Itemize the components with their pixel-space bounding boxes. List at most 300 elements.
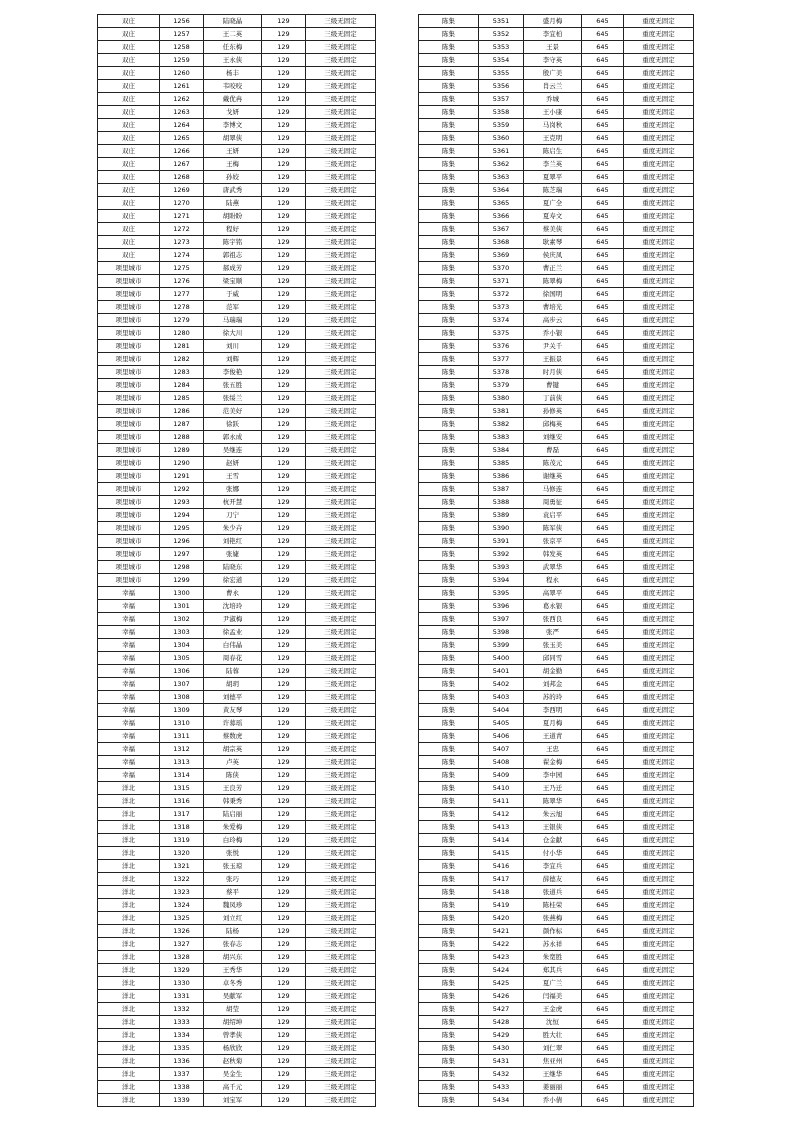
amount-cell: 645	[582, 184, 624, 197]
id-cell: 1287	[160, 418, 204, 431]
amount-cell: 129	[262, 392, 306, 405]
category-cell: 重度无固定	[624, 691, 694, 704]
amount-cell: 129	[262, 743, 306, 756]
region-cell: 陈集	[419, 535, 479, 548]
table-row	[419, 964, 694, 977]
name-cell: 时月侠	[524, 366, 582, 379]
amount-cell: 645	[582, 977, 624, 990]
name-cell: 翟金梅	[524, 756, 582, 769]
category-cell: 三级无固定	[306, 925, 376, 938]
table-row	[419, 457, 694, 470]
category-cell: 重度无固定	[624, 704, 694, 717]
category-cell: 三级无固定	[306, 184, 376, 197]
region-cell: 陈集	[419, 444, 479, 457]
table-row	[98, 80, 376, 93]
id-cell: 1315	[160, 782, 204, 795]
table-row	[98, 392, 376, 405]
id-cell: 1289	[160, 444, 204, 457]
id-cell: 1321	[160, 860, 204, 873]
table-row	[419, 808, 694, 821]
category-cell: 三级无固定	[306, 574, 376, 587]
name-cell: 孙修英	[524, 405, 582, 418]
region-cell: 陈集	[419, 899, 479, 912]
category-cell: 重度无固定	[624, 405, 694, 418]
name-cell: 焦亚州	[524, 1055, 582, 1068]
region-cell: 陈集	[419, 314, 479, 327]
amount-cell: 129	[262, 496, 306, 509]
region-cell: 幸福	[98, 704, 160, 717]
category-cell: 重度无固定	[624, 41, 694, 54]
amount-cell: 645	[582, 1042, 624, 1055]
region-cell: 陈集	[419, 1003, 479, 1016]
region-cell: 项里城市	[98, 509, 160, 522]
category-cell: 重度无固定	[624, 184, 694, 197]
amount-cell: 645	[582, 743, 624, 756]
name-cell: 夏广兰	[524, 977, 582, 990]
region-cell: 项里城市	[98, 340, 160, 353]
amount-cell: 129	[262, 444, 306, 457]
region-cell: 陈集	[419, 54, 479, 67]
region-cell: 项里城市	[98, 288, 160, 301]
name-cell: 邱同雪	[524, 652, 582, 665]
category-cell: 重度无固定	[624, 327, 694, 340]
category-cell: 三级无固定	[306, 28, 376, 41]
amount-cell: 129	[262, 1055, 306, 1068]
table-row	[98, 1016, 376, 1029]
amount-cell: 645	[582, 951, 624, 964]
name-cell: 吴金生	[204, 1068, 262, 1081]
table-row	[98, 951, 376, 964]
id-cell: 1280	[160, 327, 204, 340]
table-row	[419, 392, 694, 405]
id-cell: 5365	[479, 197, 524, 210]
region-cell: 陈集	[419, 275, 479, 288]
name-cell: 高千元	[204, 1081, 262, 1094]
amount-cell: 129	[262, 834, 306, 847]
amount-cell: 129	[262, 756, 306, 769]
amount-cell: 645	[582, 886, 624, 899]
amount-cell: 645	[582, 1094, 624, 1107]
table-row	[419, 873, 694, 886]
id-cell: 5413	[479, 821, 524, 834]
name-cell: 陈翠华	[524, 795, 582, 808]
name-cell: 王忠	[524, 743, 582, 756]
region-cell: 陈集	[419, 600, 479, 613]
id-cell: 1327	[160, 938, 204, 951]
region-cell: 项里城市	[98, 379, 160, 392]
region-cell: 陈集	[419, 236, 479, 249]
id-cell: 1309	[160, 704, 204, 717]
amount-cell: 645	[582, 691, 624, 704]
id-cell: 1269	[160, 184, 204, 197]
category-cell: 重度无固定	[624, 158, 694, 171]
table-row	[419, 262, 694, 275]
table-row	[419, 782, 694, 795]
amount-cell: 645	[582, 964, 624, 977]
category-cell: 重度无固定	[624, 535, 694, 548]
region-cell: 陈集	[419, 587, 479, 600]
name-cell: 谢继英	[524, 470, 582, 483]
amount-cell: 645	[582, 54, 624, 67]
table-row	[98, 730, 376, 743]
amount-cell: 129	[262, 366, 306, 379]
region-cell: 陈集	[419, 730, 479, 743]
amount-cell: 129	[262, 535, 306, 548]
amount-cell: 645	[582, 483, 624, 496]
category-cell: 重度无固定	[624, 652, 694, 665]
id-cell: 1257	[160, 28, 204, 41]
amount-cell: 129	[262, 691, 306, 704]
name-cell: 高步云	[524, 314, 582, 327]
name-cell: 赵妍	[204, 457, 262, 470]
name-cell: 韩发英	[524, 548, 582, 561]
amount-cell: 645	[582, 340, 624, 353]
id-cell: 5432	[479, 1068, 524, 1081]
category-cell: 重度无固定	[624, 938, 694, 951]
name-cell: 苏的玲	[524, 691, 582, 704]
region-cell: 陈集	[419, 496, 479, 509]
category-cell: 重度无固定	[624, 80, 694, 93]
name-cell: 李西明	[524, 704, 582, 717]
region-cell: 陈集	[419, 795, 479, 808]
id-cell: 1293	[160, 496, 204, 509]
region-cell: 陈集	[419, 847, 479, 860]
id-cell: 1324	[160, 899, 204, 912]
name-cell: 徐孟业	[204, 626, 262, 639]
table-row	[419, 522, 694, 535]
amount-cell: 645	[582, 912, 624, 925]
table-row	[419, 938, 694, 951]
category-cell: 重度无固定	[624, 483, 694, 496]
name-cell: 程永	[524, 574, 582, 587]
table-row	[419, 132, 694, 145]
category-cell: 重度无固定	[624, 613, 694, 626]
table-row	[98, 782, 376, 795]
name-cell: 张燕梅	[524, 912, 582, 925]
name-cell: 张京平	[524, 535, 582, 548]
table-row	[98, 769, 376, 782]
region-cell: 项里城市	[98, 405, 160, 418]
table-row	[419, 1029, 694, 1042]
name-cell: 王雪	[204, 470, 262, 483]
region-cell: 陈集	[419, 119, 479, 132]
category-cell: 重度无固定	[624, 236, 694, 249]
amount-cell: 645	[582, 821, 624, 834]
table-row	[419, 977, 694, 990]
table-row	[419, 379, 694, 392]
name-cell: 蔡数虎	[204, 730, 262, 743]
region-cell: 幸福	[98, 665, 160, 678]
name-cell: 刘仁翠	[524, 1042, 582, 1055]
id-cell: 5403	[479, 691, 524, 704]
table-row	[419, 67, 694, 80]
category-cell: 三级无固定	[306, 743, 376, 756]
category-cell: 三级无固定	[306, 613, 376, 626]
amount-cell: 645	[582, 262, 624, 275]
id-cell: 1274	[160, 249, 204, 262]
name-cell: 王妍	[204, 145, 262, 158]
region-cell: 陈集	[419, 561, 479, 574]
amount-cell: 129	[262, 431, 306, 444]
table-row	[98, 1042, 376, 1055]
id-cell: 1286	[160, 405, 204, 418]
category-cell: 重度无固定	[624, 1068, 694, 1081]
category-cell: 重度无固定	[624, 457, 694, 470]
region-cell: 幸福	[98, 613, 160, 626]
id-cell: 1317	[160, 808, 204, 821]
id-cell: 1299	[160, 574, 204, 587]
region-cell: 陈集	[419, 392, 479, 405]
table-row	[419, 847, 694, 860]
name-cell: 姜丽丽	[524, 1081, 582, 1094]
id-cell: 1311	[160, 730, 204, 743]
id-cell: 5355	[479, 67, 524, 80]
amount-cell: 645	[582, 1016, 624, 1029]
id-cell: 1302	[160, 613, 204, 626]
category-cell: 三级无固定	[306, 314, 376, 327]
name-cell: 胡翠侠	[204, 132, 262, 145]
id-cell: 5396	[479, 600, 524, 613]
region-cell: 陈集	[419, 574, 479, 587]
category-cell: 三级无固定	[306, 1003, 376, 1016]
id-cell: 5391	[479, 535, 524, 548]
table-row	[419, 691, 694, 704]
region-cell: 双庄	[98, 158, 160, 171]
name-cell: 范军	[204, 301, 262, 314]
table-row	[419, 795, 694, 808]
id-cell: 1313	[160, 756, 204, 769]
name-cell: 朱爱梅	[204, 821, 262, 834]
name-cell: 张悦	[204, 847, 262, 860]
category-cell: 三级无固定	[306, 626, 376, 639]
table-row	[98, 483, 376, 496]
amount-cell: 645	[582, 223, 624, 236]
left-table	[97, 14, 376, 1107]
region-cell: 陈集	[419, 223, 479, 236]
category-cell: 三级无固定	[306, 444, 376, 457]
id-cell: 5417	[479, 873, 524, 886]
name-cell: 丁前侠	[524, 392, 582, 405]
region-cell: 洋北	[98, 1081, 160, 1094]
id-cell: 5399	[479, 639, 524, 652]
name-cell: 吴献军	[204, 990, 262, 1003]
id-cell: 1329	[160, 964, 204, 977]
region-cell: 洋北	[98, 938, 160, 951]
name-cell: 袁启平	[524, 509, 582, 522]
region-cell: 双庄	[98, 132, 160, 145]
id-cell: 1285	[160, 392, 204, 405]
id-cell: 5363	[479, 171, 524, 184]
name-cell: 刘立红	[204, 912, 262, 925]
id-cell: 5409	[479, 769, 524, 782]
table-row	[419, 353, 694, 366]
name-cell: 闫福美	[524, 990, 582, 1003]
region-cell: 陈集	[419, 1042, 479, 1055]
table-row	[419, 210, 694, 223]
id-cell: 1300	[160, 587, 204, 600]
name-cell: 肖云兰	[524, 80, 582, 93]
id-cell: 5351	[479, 15, 524, 28]
amount-cell: 645	[582, 613, 624, 626]
table-row	[98, 912, 376, 925]
id-cell: 1262	[160, 93, 204, 106]
category-cell: 三级无固定	[306, 145, 376, 158]
region-cell: 幸福	[98, 730, 160, 743]
region-cell: 陈集	[419, 171, 479, 184]
id-cell: 5405	[479, 717, 524, 730]
category-cell: 三级无固定	[306, 223, 376, 236]
id-cell: 1335	[160, 1042, 204, 1055]
table-row	[419, 41, 694, 54]
name-cell: 胡莹	[204, 1003, 262, 1016]
amount-cell: 645	[582, 470, 624, 483]
category-cell: 重度无固定	[624, 1081, 694, 1094]
name-cell: 曹键	[524, 379, 582, 392]
table-row	[419, 912, 694, 925]
name-cell: 王乃迁	[524, 782, 582, 795]
region-cell: 陈集	[419, 821, 479, 834]
name-cell: 白伟晶	[204, 639, 262, 652]
amount-cell: 645	[582, 405, 624, 418]
category-cell: 三级无固定	[306, 54, 376, 67]
id-cell: 5427	[479, 1003, 524, 1016]
id-cell: 5407	[479, 743, 524, 756]
name-cell: 王梅	[204, 158, 262, 171]
name-cell: 李宜柏	[524, 28, 582, 41]
id-cell: 5395	[479, 587, 524, 600]
category-cell: 三级无固定	[306, 535, 376, 548]
region-cell: 陈集	[419, 769, 479, 782]
category-cell: 三级无固定	[306, 275, 376, 288]
table-row	[98, 639, 376, 652]
amount-cell: 129	[262, 678, 306, 691]
amount-cell: 129	[262, 15, 306, 28]
id-cell: 5408	[479, 756, 524, 769]
category-cell: 三级无固定	[306, 652, 376, 665]
name-cell: 于威	[204, 288, 262, 301]
category-cell: 三级无固定	[306, 457, 376, 470]
region-cell: 陈集	[419, 184, 479, 197]
id-cell: 5434	[479, 1094, 524, 1107]
id-cell: 5376	[479, 340, 524, 353]
table-row	[98, 67, 376, 80]
region-cell: 幸福	[98, 678, 160, 691]
region-cell: 陈集	[419, 678, 479, 691]
id-cell: 1256	[160, 15, 204, 28]
table-row	[419, 951, 694, 964]
id-cell: 1279	[160, 314, 204, 327]
table-row	[419, 223, 694, 236]
id-cell: 1276	[160, 275, 204, 288]
region-cell: 陈集	[419, 691, 479, 704]
region-cell: 幸福	[98, 639, 160, 652]
id-cell: 5389	[479, 509, 524, 522]
region-cell: 双庄	[98, 119, 160, 132]
name-cell: 王道青	[524, 730, 582, 743]
region-cell: 陈集	[419, 704, 479, 717]
name-cell: 刘辉	[204, 353, 262, 366]
region-cell: 陈集	[419, 353, 479, 366]
table-row	[98, 665, 376, 678]
category-cell: 三级无固定	[306, 405, 376, 418]
category-cell: 重度无固定	[624, 860, 694, 873]
amount-cell: 129	[262, 652, 306, 665]
category-cell: 三级无固定	[306, 821, 376, 834]
region-cell: 洋北	[98, 1042, 160, 1055]
region-cell: 陈集	[419, 132, 479, 145]
id-cell: 5384	[479, 444, 524, 457]
table-row	[98, 990, 376, 1003]
region-cell: 幸福	[98, 756, 160, 769]
amount-cell: 129	[262, 899, 306, 912]
amount-cell: 645	[582, 106, 624, 119]
table-row	[419, 1068, 694, 1081]
table-row	[419, 1003, 694, 1016]
region-cell: 项里城市	[98, 470, 160, 483]
id-cell: 5423	[479, 951, 524, 964]
region-cell: 项里城市	[98, 392, 160, 405]
id-cell: 1305	[160, 652, 204, 665]
id-cell: 1332	[160, 1003, 204, 1016]
name-cell: 吴继连	[204, 444, 262, 457]
name-cell: 苏永祥	[524, 938, 582, 951]
table-row	[98, 275, 376, 288]
region-cell: 陈集	[419, 951, 479, 964]
name-cell: 陆燕	[204, 197, 262, 210]
region-cell: 洋北	[98, 1003, 160, 1016]
name-cell: 胡绍坤	[204, 1016, 262, 1029]
category-cell: 三级无固定	[306, 1068, 376, 1081]
id-cell: 1292	[160, 483, 204, 496]
region-cell: 双庄	[98, 67, 160, 80]
amount-cell: 129	[262, 197, 306, 210]
table-row	[98, 808, 376, 821]
id-cell: 5383	[479, 431, 524, 444]
table-row	[98, 41, 376, 54]
table-row	[98, 470, 376, 483]
id-cell: 5373	[479, 301, 524, 314]
amount-cell: 129	[262, 574, 306, 587]
table-row	[419, 678, 694, 691]
id-cell: 1319	[160, 834, 204, 847]
category-cell: 三级无固定	[306, 262, 376, 275]
name-cell: 卢英	[204, 756, 262, 769]
category-cell: 三级无固定	[306, 600, 376, 613]
name-cell: 侯庆凤	[524, 249, 582, 262]
category-cell: 三级无固定	[306, 327, 376, 340]
category-cell: 重度无固定	[624, 392, 694, 405]
category-cell: 三级无固定	[306, 483, 376, 496]
table-row	[419, 1042, 694, 1055]
amount-cell: 645	[582, 990, 624, 1003]
table-row	[98, 145, 376, 158]
name-cell: 张巧	[204, 873, 262, 886]
table-row	[98, 977, 376, 990]
amount-cell: 129	[262, 379, 306, 392]
name-cell: 乔城	[524, 93, 582, 106]
table-row	[98, 418, 376, 431]
region-cell: 双庄	[98, 93, 160, 106]
amount-cell: 129	[262, 704, 306, 717]
region-cell: 洋北	[98, 847, 160, 860]
category-cell: 三级无固定	[306, 210, 376, 223]
region-cell: 洋北	[98, 1016, 160, 1029]
region-cell: 洋北	[98, 951, 160, 964]
region-cell: 洋北	[98, 873, 160, 886]
table-row	[419, 366, 694, 379]
category-cell: 三级无固定	[306, 886, 376, 899]
table-row	[419, 821, 694, 834]
